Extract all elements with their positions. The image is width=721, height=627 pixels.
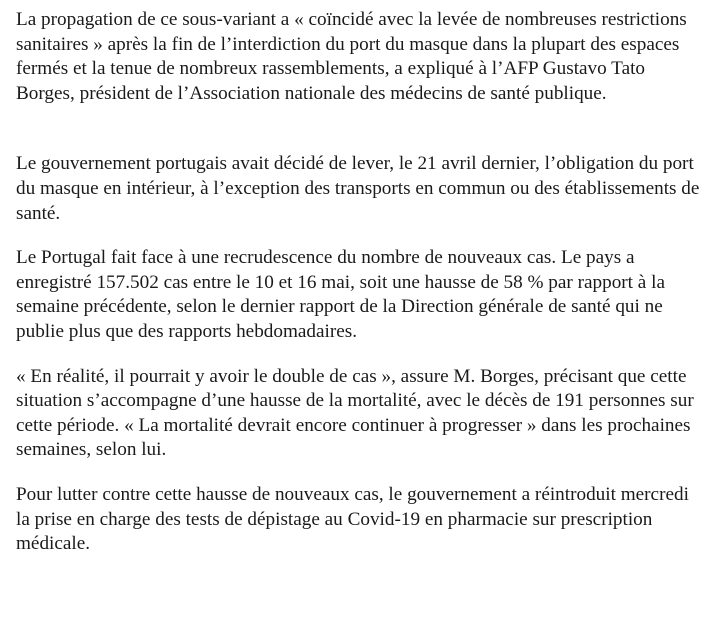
article-paragraph: Pour lutter contre cette hausse de nouveaux cas, le gouvernement a réintroduit mercredi la prise en charge des tests de dépistage au Covid-19 en pharmacie sur prescription médicale. [16,483,689,555]
article-paragraph: Le gouvernement portugais avait décidé de lever, le 21 avril dernier, l’obligation du port du masque en intérieur, à l’exception des transports en commun ou des établissements de santé. [16,153,700,224]
article-body [16,8,706,557]
article-paragraph: La propagation de ce sous-variant a « coïncidé avec la levée de nombreuses restrictions sanitaires » après la fin de l’interdiction du port du masque dans la plupart des espaces fermés et la tenue de nombreux rassemblements, a expliqué à l’AFP Gustavo Tato Borges, président de l’Association nationale des médecins de santé publique. [16,9,687,104]
article-paragraph: « En réalité, il pourrait y avoir le double de cas », assure M. Borges, précisant que cette situation s’accompagne d’une hausse de la mortalité, avec le décès de 191 personnes sur cette période. « La mortalité devrait encore continuer à progresser » dans les prochaines semaines, selon lui. [16,365,694,461]
article-paragraph: Le Portugal fait face à une recrudescence du nombre de nouveaux cas. Le pays a enregistré 157.502 cas entre le 10 et 16 mai, soit une hausse de 58 % par rapport à la semaine précédente, selon le dernier rapport de la Direction générale de santé qui ne publie plus que des rapports hebdomadaires. [16,247,665,342]
